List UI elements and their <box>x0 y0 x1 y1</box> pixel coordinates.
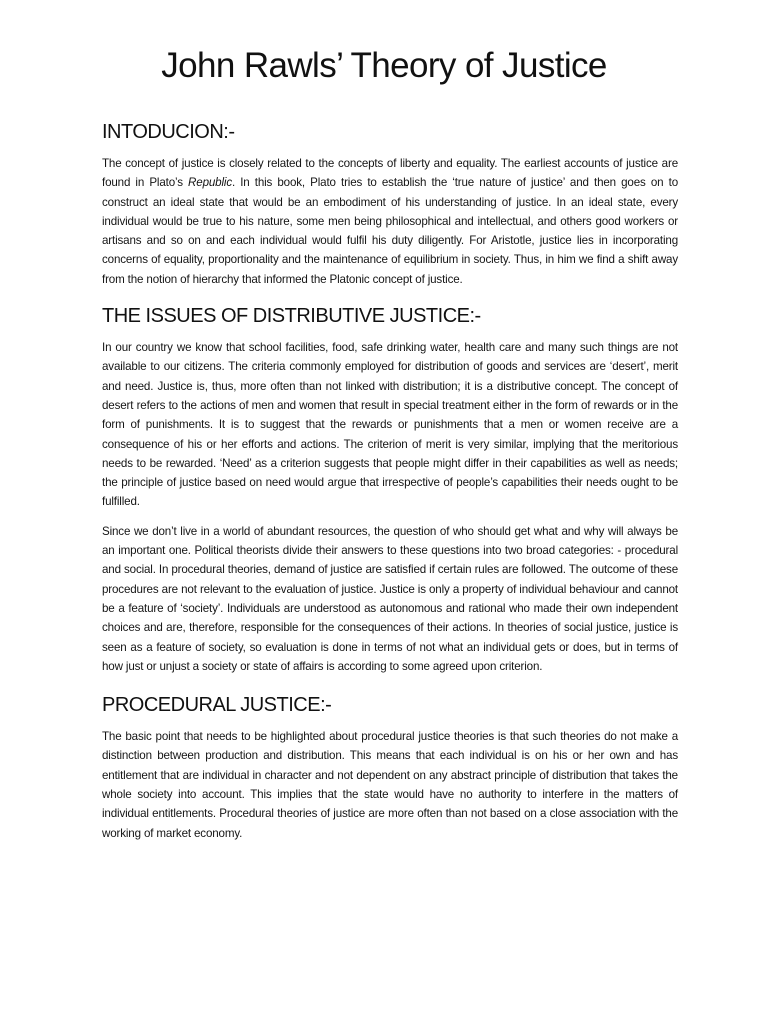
introduction-text-start: The concept of justice is closely related to the concepts of liberty and equality. The earliest accounts of justice are found in Plato’s <box>102 157 678 190</box>
introduction-paragraph <box>102 154 678 289</box>
section-heading-distributive-justice: THE ISSUES OF DISTRIBUTIVE JUSTICE:- <box>102 305 481 328</box>
introduction-text-end: . In this book, Plato tries to establish the ‘true nature of justice’ and then goes on to construct an ideal state that would be an embodiment of his understanding of justice. In an ideal state, every individual would be true to his nature, some men being philosophical and intellectual, and others good workers or artisans and so on and each individual would fulfil his duty diligently. For Aristotle, justice lies in incorporating concerns of equality, proportionality and the maintenance of equilibrium in society. Thus, in him we find a shift away from the notion of hierarchy that informed the Platonic concept of justice. <box>102 176 678 286</box>
section-introduction <box>102 119 678 289</box>
document-title: John Rawls’ Theory of Justice <box>161 46 607 85</box>
section-heading-procedural-justice: PROCEDURAL JUSTICE:- <box>102 694 332 717</box>
section-procedural-justice <box>102 692 678 843</box>
republic-title-italic: Republic <box>188 176 232 190</box>
distributive-paragraph-2: Since we don’t live in a world of abundant resources, the question of who should get what and why will always be an important one. Political theorists divide their answers to these questions into two broad categories: - procedural and social. In procedural theories, demand of justice are satisfied if certain rules are followed. The outcome of these procedures are not relevant to the evaluation of justice. Justice is only a property of individual behaviour and cannot be a feature of ‘society’. Individuals are understood as autonomous and rational who made their own independent choices and are, therefore, responsible for the consequences of their actions. In theories of social justice, justice is seen as a feature of society, so evaluation is done in terms of not what an individual gets or does, but in terms of how just or unjust a society or state of affairs is according to some agreed upon criterion. <box>102 524 678 673</box>
distributive-paragraph-1: In our country we know that school facilities, food, safe drinking water, health care and many such things are not available to our citizens. The criteria commonly employed for distribution of goods and services are ‘desert’, merit and need. Justice is, thus, more often than not linked with distribution; it is a distributive concept. The concept of desert refers to the actions of men and women that result in special treatment either in the form of rewards or in the form of punishments. It is to suggest that the rewards or punishments that a men or women receive are a consequence of his or her efforts and actions. The criterion of merit is very similar, implying that the meritorious needs to be rewarded. ‘Need’ as a criterion suggests that people might differ in their capabilities as well as needs; the principle of justice based on need would argue that irrespective of people’s capabilities their needs ought to be fulfilled. <box>102 341 678 509</box>
procedural-paragraph: The basic point that needs to be highlighted about procedural justice theories is that such theories do not make a distinction between production and distribution. This means that each individual is on his or her own and has entitlement that are individual in character and not dependent on any abstract principle of distribution that takes the whole society into account. This implies that the state would have no authority to interfere in the matters of individual entitlements. Procedural theories of justice are more often than not based on a close association with the working of market economy. <box>102 730 678 840</box>
section-distributive-justice <box>102 303 678 676</box>
section-heading-introduction: INTODUCION:- <box>102 121 235 143</box>
